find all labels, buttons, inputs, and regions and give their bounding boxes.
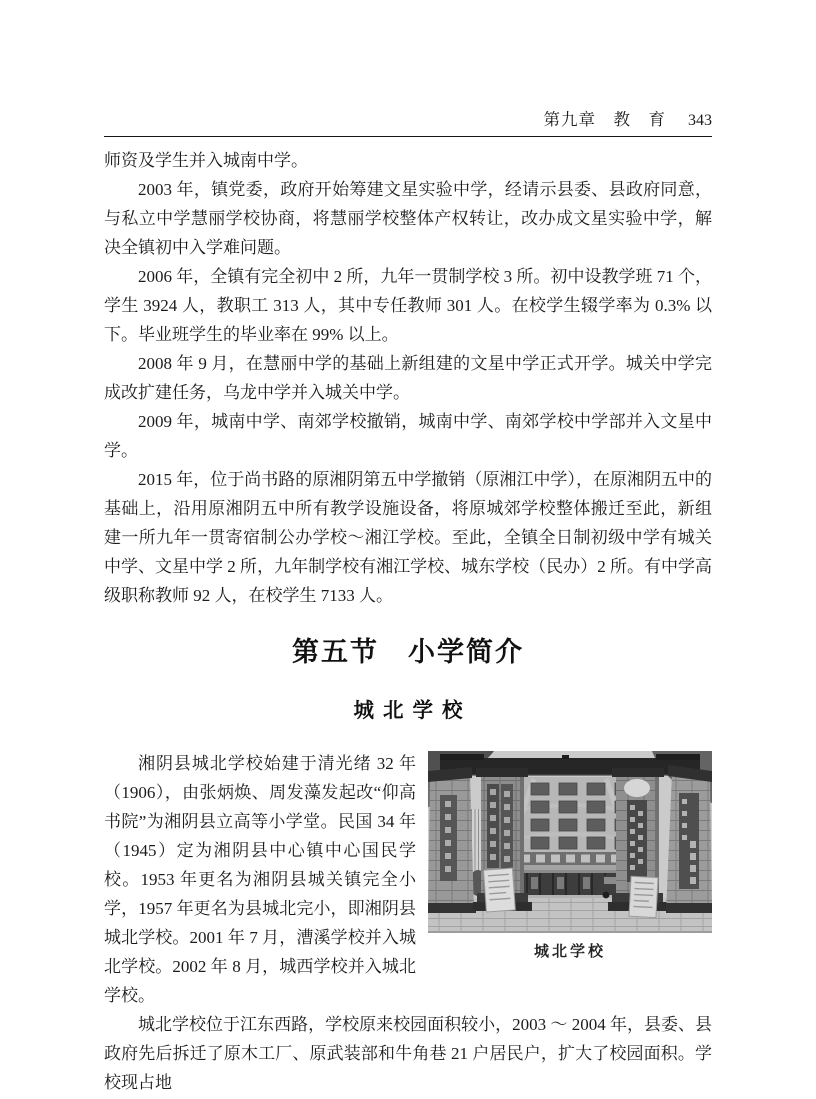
paragraph-2003: 2003 年，镇党委，政府开始筹建文星实验中学，经请示县委、县政府同意，与私立中学慧丽学校协商，将慧丽学校整体产权转让，改办成文星实验中学，解决全镇初中入学难问题。 [104, 180, 712, 257]
school-photo-figure [428, 751, 712, 961]
paragraph-2006: 2006 年，全镇有完全初中 2 所，九年一贯制学校 3 所。初中设教学班 71 个，学生 3924 人，教职工 313 人，其中专任教师 301 人。在校学生辍学率为 0.3% 以下。毕业班学生的毕业率在 99% 以上。 [104, 267, 712, 344]
page-header [104, 110, 712, 137]
paragraph-continuation: 师资及学生并入城南中学。 [104, 151, 308, 170]
running-head-chapter: 第九章 教 育 [543, 110, 666, 129]
paragraph-2009: 2009 年，城南中学、南郊学校撤销，城南中学、南郊学校中学部并入文星中学。 [104, 412, 712, 460]
school-heading: 城北学校 [353, 700, 472, 722]
school-intro-paragraph: 湘阴县城北学校始建于清光绪 32 年（1906），由张炳焕、周发藻发起改“仰高书院”为湘阴县立高等小学堂。民国 34 年（1945）定为湘阴县中心镇中心国民学校。1953 年更名为湘阴县城关镇完全小学，1957 年更名为县城北完小，即湘阴县城北学校。2001 年 7 月，漕溪学校并入城北学校。2002 年 8 月，城西学校并入城北学校。 [104, 754, 416, 1005]
section-title: 第五节 小学简介 [292, 637, 524, 667]
school-gate-photo [428, 751, 712, 933]
page-body [104, 146, 712, 1097]
school-section [104, 749, 712, 1010]
paragraph-2008: 2008 年 9 月，在慧丽中学的基础上新组建的文星中学正式开学。城关中学完成改扩建任务，乌龙中学并入城关中学。 [104, 354, 712, 402]
photo-caption: 城北学校 [533, 944, 606, 960]
school-location-paragraph: 城北学校位于江东西路，学校原来校园面积较小，2003 ～ 2004 年，县委、县政府先后拆迁了原木工厂、原武装部和牛角巷 21 户居民户，扩大了校园面积。学校现占地 [104, 1015, 712, 1092]
page-number: 343 [688, 112, 712, 129]
paragraph-2015: 2015 年，位于尚书路的原湘阴第五中学撤销（原湘江中学），在原湘阴五中的基础上，沿用原湘阴五中所有教学设施设备，将原城郊学校整体搬迁至此，新组建一所九年一贯寄宿制公办学校～湘江学校。至此，全镇全日制初级中学有城关中学、文星中学 2 所，九年制学校有湘江学校、城东学校（民办）2 所。有中学高级职称教师 92 人，在校学生 7133 人。 [104, 470, 712, 605]
